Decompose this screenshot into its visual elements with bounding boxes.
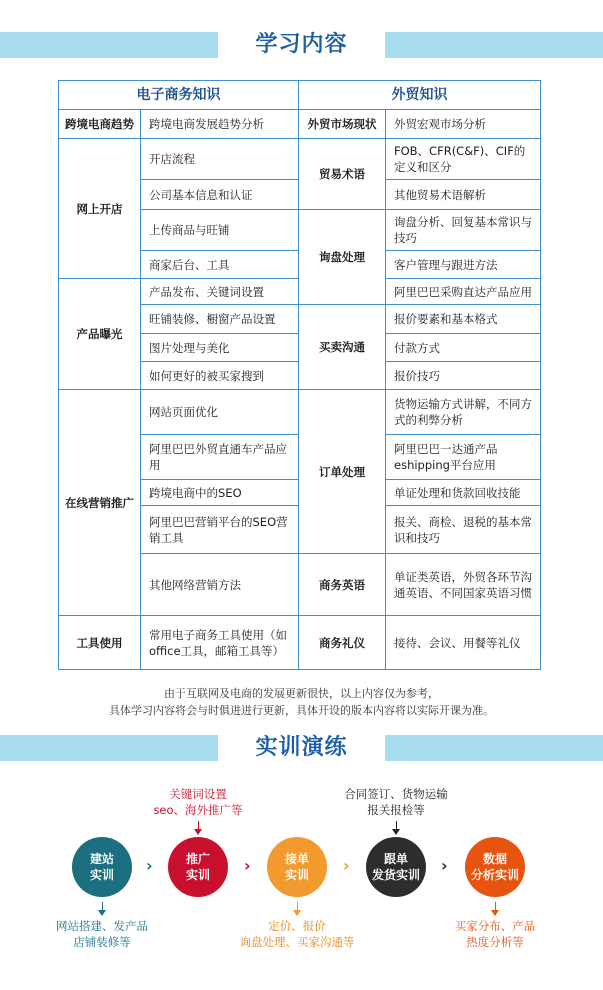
chevron-right-icon: › <box>343 856 350 875</box>
item-cell: 跨境电商中的SEO <box>141 480 299 506</box>
step-circle-data-analysis <box>465 837 525 897</box>
step5-title-line2: 分析实训 <box>470 868 519 882</box>
table-row <box>59 110 541 139</box>
step2-above-line2: seo、海外推广等 <box>153 803 243 817</box>
step3-title-line2: 实训 <box>284 868 309 882</box>
section-title-learning: 学习内容 <box>255 32 348 57</box>
category-cell: 网上开店 <box>59 139 141 279</box>
table-header-row <box>59 81 541 110</box>
item-cell: 阿里巴巴一达通产品eshipping平台应用 <box>386 435 541 480</box>
category-cell: 订单处理 <box>299 390 386 554</box>
item-cell: 商家后台、工具 <box>141 251 299 279</box>
step5-below-line1: 买家分布、产品 <box>454 919 536 933</box>
header-ecommerce: 电子商务知识 <box>59 81 299 110</box>
item-cell: 付款方式 <box>386 334 541 362</box>
item-cell: 报价技巧 <box>386 362 541 390</box>
item-cell: 网站页面优化 <box>141 390 299 435</box>
item-cell: FOB、CFR(C&F)、CIF的定义和区分 <box>386 139 541 180</box>
step3-below-line1: 定价、报价 <box>268 919 326 933</box>
item-cell: 如何更好的被买家搜到 <box>141 362 299 390</box>
table-row <box>59 390 541 435</box>
item-cell: 单证类英语，外贸各环节沟通英语、不同国家英语习惯 <box>386 554 541 616</box>
item-cell: 跨境电商发展趋势分析 <box>141 110 299 139</box>
table-row <box>59 139 541 180</box>
step-circle-order-shipping <box>366 837 426 897</box>
step3-title-line1: 接单 <box>284 852 309 866</box>
item-cell: 接待、会议、用餐等礼仪 <box>386 616 541 670</box>
step2-title-line1: 推广 <box>185 852 210 866</box>
item-cell: 询盘分析、回复基本常识与技巧 <box>386 210 541 251</box>
step4-above-line2: 报关报检等 <box>367 803 425 817</box>
item-cell: 其他网络营销方法 <box>141 554 299 616</box>
step4-title-line1: 跟单 <box>383 852 408 866</box>
item-cell: 报关、商检、退税的基本常识和技巧 <box>386 506 541 554</box>
category-cell: 产品曝光 <box>59 279 141 390</box>
step2-above-line1: 关键词设置 <box>169 787 227 801</box>
chevron-right-icon: › <box>146 856 153 875</box>
item-cell: 客户管理与跟进方法 <box>386 251 541 279</box>
section-banner-learning <box>0 28 603 62</box>
step1-title-line1: 建站 <box>89 852 114 866</box>
item-cell: 旺铺装修、橱窗产品设置 <box>141 305 299 334</box>
item-cell: 开店流程 <box>141 139 299 180</box>
step5-down-arrow <box>495 902 496 915</box>
item-cell: 阿里巴巴外贸直通车产品应用 <box>141 435 299 480</box>
item-cell: 图片处理与美化 <box>141 334 299 362</box>
category-cell: 跨境电商趋势 <box>59 110 141 139</box>
item-cell: 上传商品与旺铺 <box>141 210 299 251</box>
category-cell: 商务英语 <box>299 554 386 616</box>
chevron-right-icon: › <box>441 856 448 875</box>
category-cell: 在线营销推广 <box>59 390 141 616</box>
item-cell: 产品发布、关键词设置 <box>141 279 299 305</box>
item-cell: 阿里巴巴营销平台的SEO营销工具 <box>141 506 299 554</box>
item-cell: 外贸宏观市场分析 <box>386 110 541 139</box>
step-circle-promotion <box>168 837 228 897</box>
section-title-practice: 实训演练 <box>255 735 348 760</box>
category-cell: 商务礼仪 <box>299 616 386 670</box>
header-foreign-trade: 外贸知识 <box>299 81 541 110</box>
step1-below-line2: 店铺装修等 <box>73 935 131 949</box>
category-cell: 工具使用 <box>59 616 141 670</box>
disclaimer-line-2: 具体学习内容将会与时俱进进行更新，具体开设的版本内容将以实际开课为准。 <box>109 704 494 717</box>
section-banner-practice <box>0 731 603 765</box>
step3-below-line2: 询盘处理、买家沟通等 <box>239 935 355 949</box>
category-cell: 贸易术语 <box>299 139 386 210</box>
step4-down-arrow <box>396 821 397 834</box>
item-cell: 其他贸易术语解析 <box>386 180 541 210</box>
table-row <box>59 616 541 670</box>
chevron-right-icon: › <box>244 856 251 875</box>
step1-down-arrow <box>102 902 103 915</box>
step5-title-line1: 数据 <box>482 852 507 866</box>
step-circle-order-taking <box>267 837 327 897</box>
step1-below-line1: 网站搭建、发产品 <box>56 919 148 933</box>
step2-down-arrow <box>198 821 199 834</box>
item-cell: 常用电子商务工具使用（如office工具，邮箱工具等） <box>141 616 299 670</box>
disclaimer-line-1: 由于互联网及电商的发展更新很快，以上内容仅为参考， <box>164 687 439 700</box>
step1-title-line2: 实训 <box>89 868 114 882</box>
step2-title-line2: 实训 <box>185 868 210 882</box>
step3-down-arrow <box>297 902 298 915</box>
step4-title-line2: 发货实训 <box>371 868 420 882</box>
category-cell: 询盘处理 <box>299 210 386 305</box>
category-cell: 外贸市场现状 <box>299 110 386 139</box>
curriculum-table <box>58 80 541 670</box>
category-cell: 买卖沟通 <box>299 305 386 390</box>
item-cell: 货物运输方式讲解，不同方式的利弊分析 <box>386 390 541 435</box>
item-cell: 阿里巴巴采购直达产品应用 <box>386 279 541 305</box>
item-cell: 公司基本信息和认证 <box>141 180 299 210</box>
step5-below-line2: 热度分析等 <box>466 935 524 949</box>
item-cell: 报价要素和基本格式 <box>386 305 541 334</box>
item-cell: 单证处理和货款回收技能 <box>386 480 541 506</box>
step4-above-line1: 合同签订、货物运输 <box>344 787 448 801</box>
step-circle-site-building <box>72 837 132 897</box>
